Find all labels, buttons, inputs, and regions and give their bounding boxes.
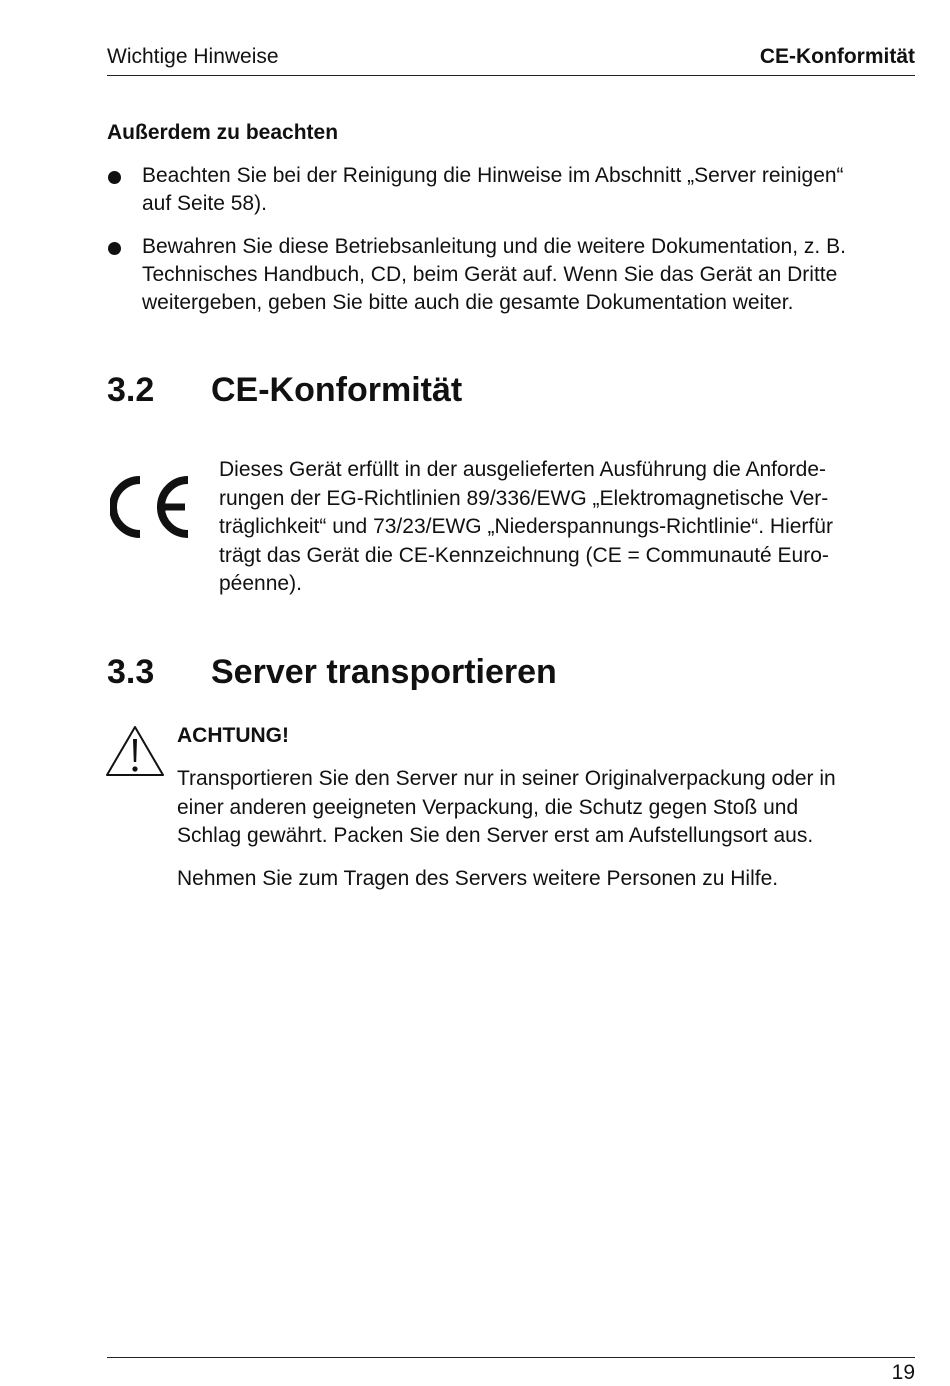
section-title: CE-Konformität <box>211 371 463 409</box>
ce-paragraph: Dieses Gerät erfüllt in der ausgelieferten Ausführung die Anforde- rungen der EG-Richtlinien 89/336/EWG „Elektromagnetische Ver- träglichkeit“ und 73/23/EWG „Niederspannungs-Richtlinie“. Hierfür trägt das Gerät die CE-Kennzeichnung (CE = Communauté Euro- péenne). <box>219 458 833 596</box>
warning-heading: ACHTUNG! <box>177 724 289 747</box>
header-section-title: CE-Konformität <box>759 45 915 68</box>
section-number: 3.3 <box>107 653 155 691</box>
ce-mark-icon <box>110 476 192 538</box>
section-number: 3.2 <box>107 371 155 409</box>
header-chapter-title: Wichtige Hinweise <box>107 45 279 68</box>
notes-heading: Außerdem zu beachten <box>107 121 339 144</box>
bullet-dot-icon <box>108 171 121 184</box>
warning-triangle-icon <box>104 724 166 778</box>
warning-text: Transportieren Sie den Server nur in seiner Originalverpackung oder in einer anderen geeigneten Verpackung, die Schutz gegen Stoß und Schlag gewährt. Packen Sie den Server erst am Aufstellungsort aus. <box>177 767 836 848</box>
header-divider <box>107 75 915 76</box>
list-item-text: Beachten Sie bei der Reinigung die Hinweise im Abschnitt „Server reinigen“ auf Seite 58). <box>142 164 844 215</box>
section-title: Server transportieren <box>211 653 557 691</box>
page-number: 19 <box>891 1361 915 1384</box>
list-item-text: Bewahren Sie diese Betriebsanleitung und die weitere Dokumentation, z. B. Technisches Handbuch, CD, beim Gerät auf. Wenn Sie das Gerät an Dritte weitergeben, geben Sie bitte auch die gesamte Dokumentation weiter. <box>142 235 846 314</box>
footer-divider <box>107 1357 915 1358</box>
transport-note: Nehmen Sie zum Tragen des Servers weitere Personen zu Hilfe. <box>177 867 779 890</box>
bullet-dot-icon <box>108 242 121 255</box>
